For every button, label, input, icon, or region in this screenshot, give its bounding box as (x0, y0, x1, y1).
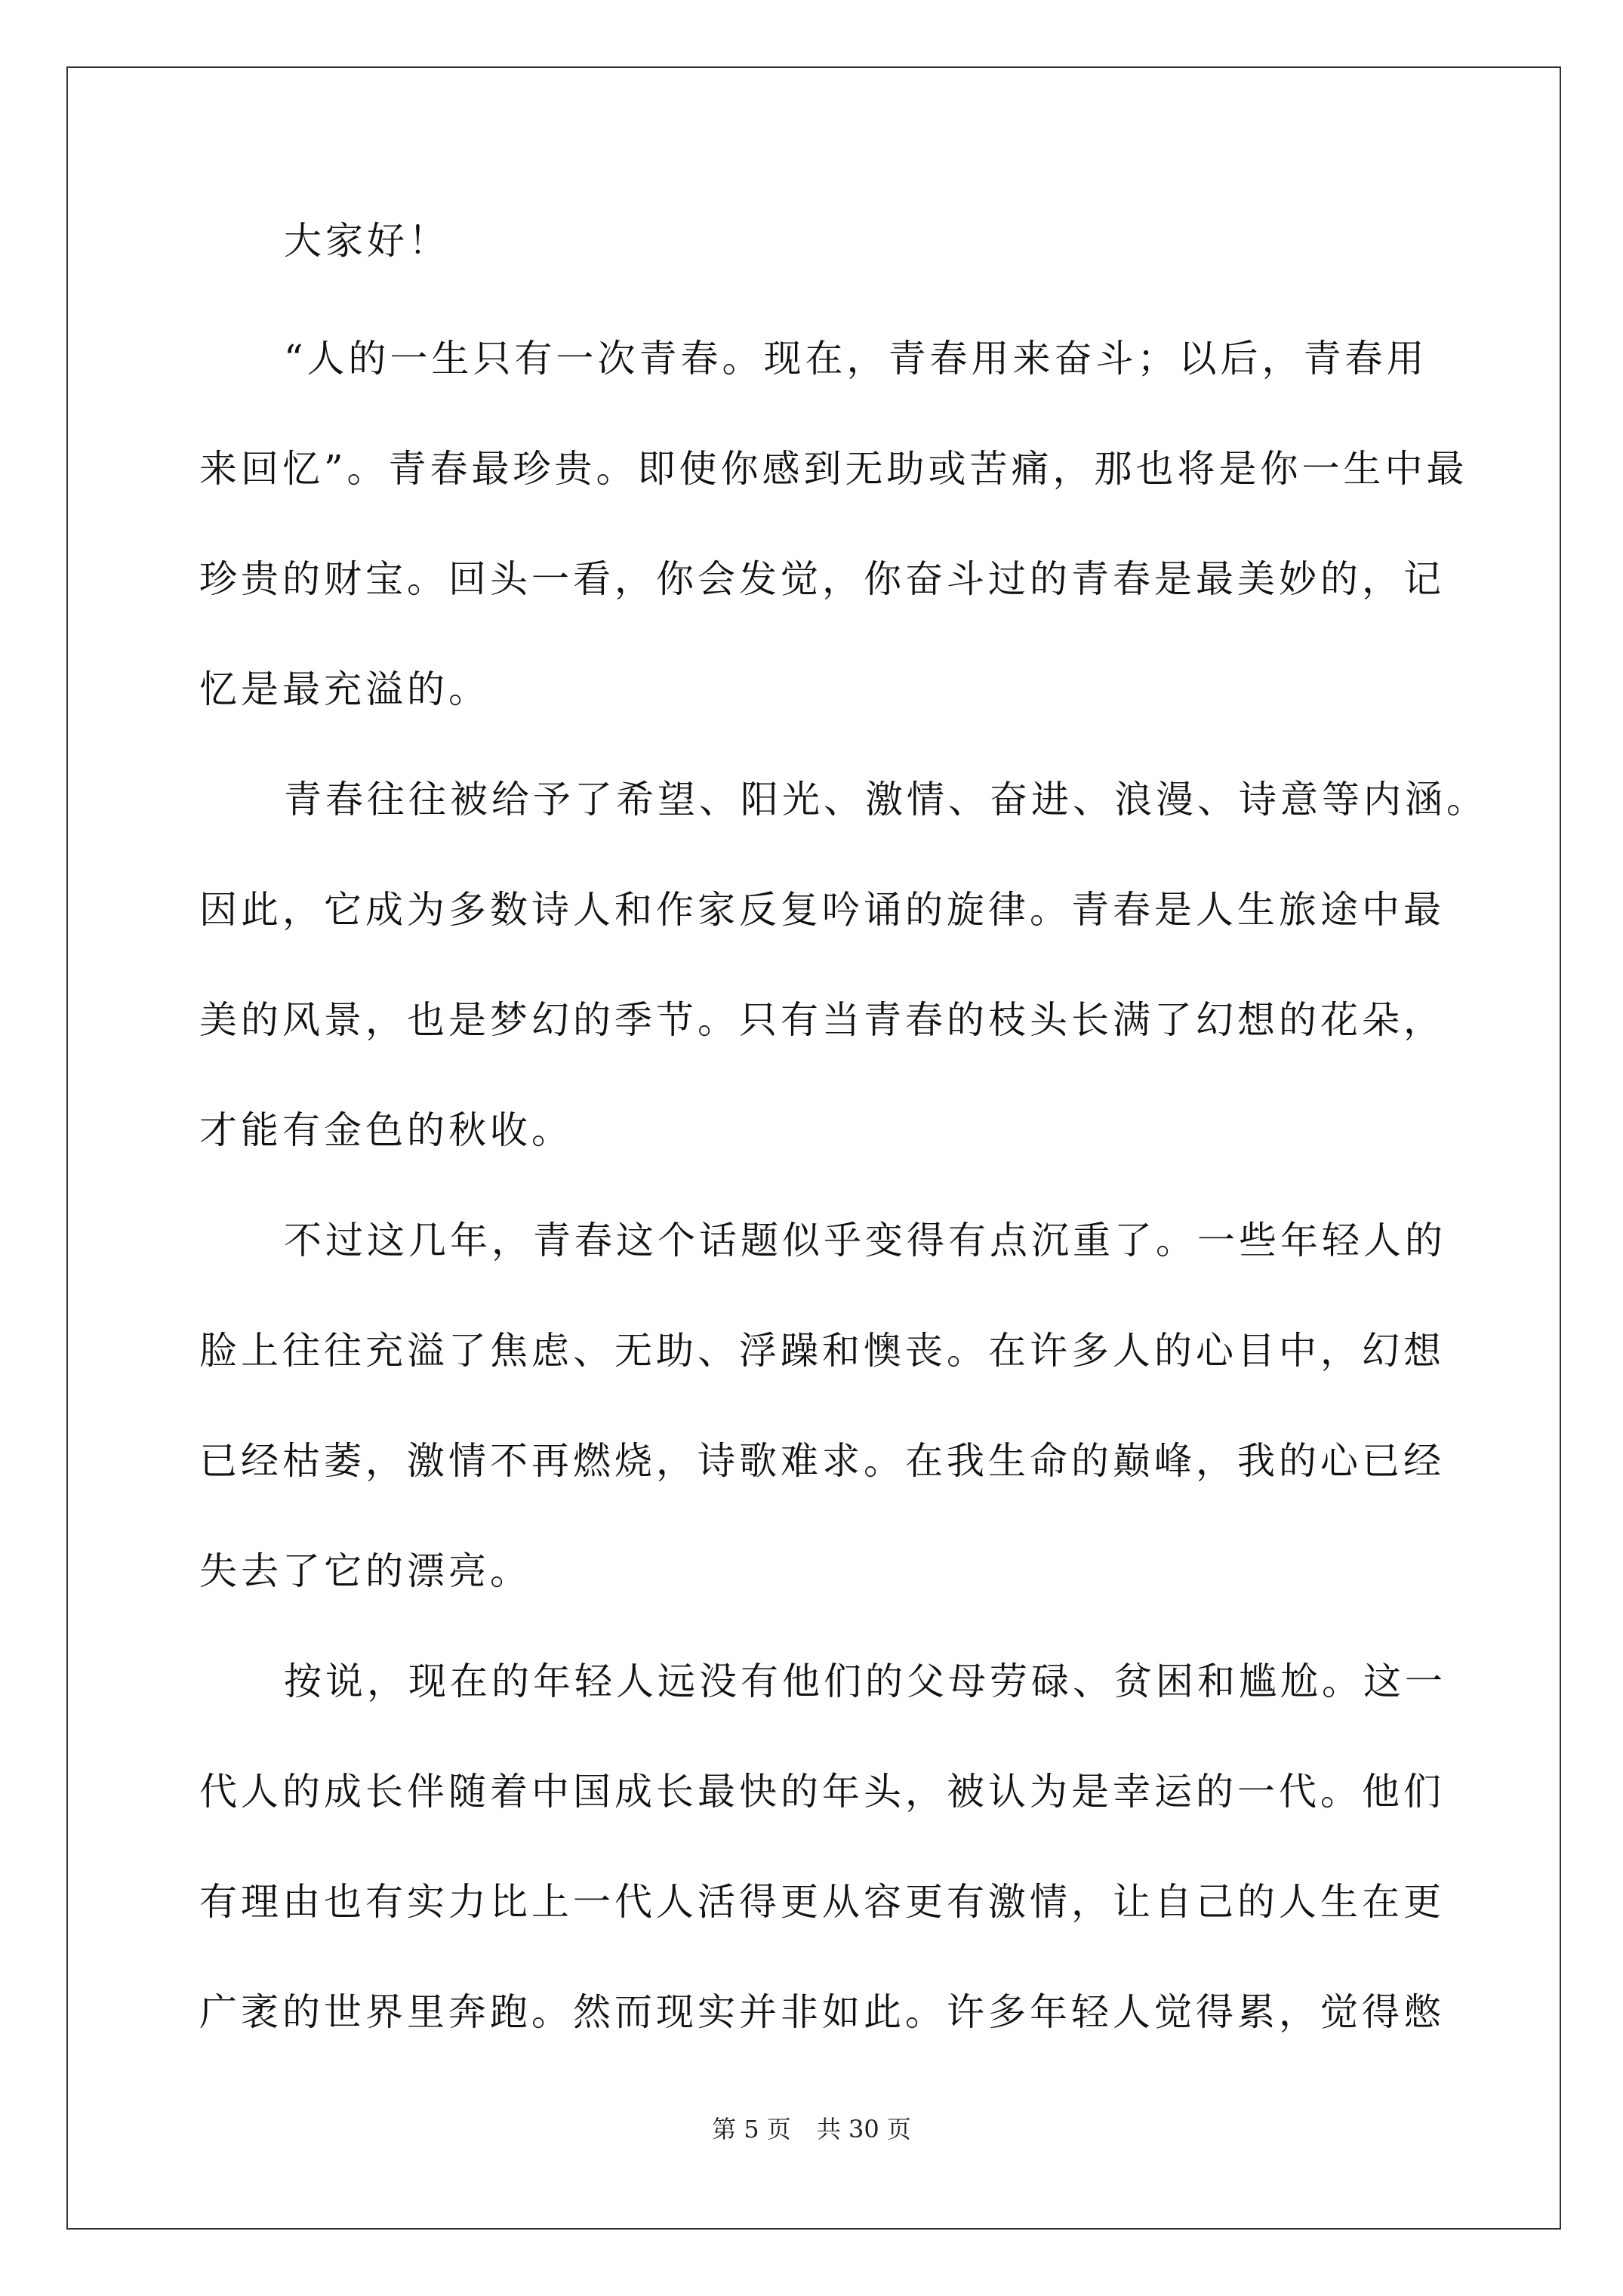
paragraph-4-line-2: 代人的成长伴随着中国成长最快的年头，被认为是幸运的一代。他们 (199, 1770, 1445, 1814)
paragraph-1-line-4: 忆是最充溢的。 (199, 667, 490, 711)
paragraph-1-line-2: 来回忆”。青春最珍贵。即使你感到无助或苦痛，那也将是你一生中最 (199, 447, 1468, 491)
paragraph-3-line-4: 失去了它的漂亮。 (199, 1549, 531, 1593)
paragraph-4-line-3: 有理由也有实力比上一代人活得更从容更有激情，让自己的人生在更 (199, 1880, 1445, 1924)
paragraph-2-line-3: 美的风景，也是梦幻的季节。只有当青春的枝头长满了幻想的花朵， (199, 998, 1445, 1042)
paragraph-1-line-3: 珍贵的财宝。回头一看，你会发觉，你奋斗过的青春是最美妙的，记 (199, 557, 1445, 601)
paragraph-3-line-1: 不过这几年，青春这个话题似乎变得有点沉重了。一些年轻人的 (284, 1219, 1446, 1262)
paragraph-2-line-4: 才能有金色的秋收。 (199, 1108, 573, 1152)
paragraph-4-line-4: 广袤的世界里奔跑。然而现实并非如此。许多年轻人觉得累，觉得憋 (199, 1990, 1445, 2034)
paragraph-1-line-1: “人的一生只有一次青春。现在，青春用来奋斗；以后，青春用 (284, 337, 1428, 381)
page-number: 第 5 页 (712, 2115, 791, 2143)
page-footer (0, 2114, 1623, 2144)
paragraph-3-line-3: 已经枯萎，激情不再燃烧，诗歌难求。在我生命的巅峰，我的心已经 (199, 1439, 1445, 1483)
paragraph-2-line-1: 青春往往被给予了希望、阳光、激情、奋进、浪漫、诗意等内涵。 (284, 778, 1488, 821)
paragraph-2-line-2: 因此，它成为多数诗人和作家反复吟诵的旋律。青春是人生旅途中最 (199, 888, 1445, 932)
page-total: 共 30 页 (816, 2115, 911, 2143)
paragraph-3-line-2: 脸上往往充溢了焦虑、无助、浮躁和懊丧。在许多人的心目中，幻想 (199, 1329, 1445, 1373)
paragraph-4-line-1: 按说，现在的年轻人远没有他们的父母劳碌、贫困和尴尬。这一 (284, 1660, 1446, 1703)
greeting-line: 大家好！ (284, 219, 450, 263)
